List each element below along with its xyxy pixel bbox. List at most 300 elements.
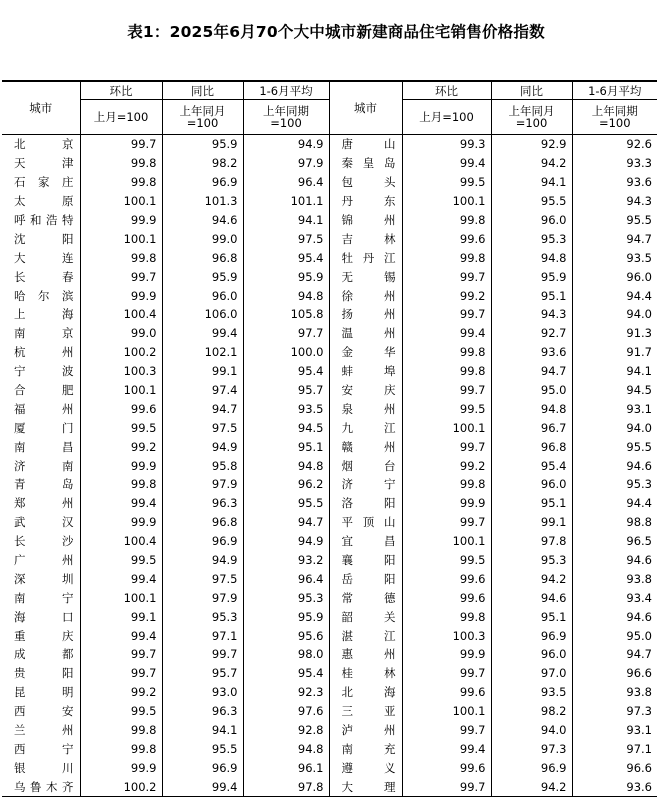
city-name-left: 乌鲁木齐 — [2, 777, 80, 796]
mom-value-left: 99.4 — [80, 626, 162, 645]
yoy-value-right: 95.9 — [491, 267, 572, 286]
yoy-base-left — [162, 100, 243, 135]
city-name-right: 烟台 — [329, 456, 402, 475]
table-row — [2, 192, 657, 211]
yoy-value-left: 98.2 — [162, 154, 243, 173]
mom-value-right: 99.2 — [402, 286, 491, 305]
avg-value-right: 93.1 — [572, 399, 657, 418]
mom-value-right: 99.9 — [402, 494, 491, 513]
city-name-left: 海口 — [14, 609, 74, 624]
avg-value-right: 93.3 — [572, 154, 657, 173]
city-name-right: 大理 — [329, 777, 402, 796]
avg-value-right: 93.1 — [572, 721, 657, 740]
city-name-right: 洛阳 — [329, 494, 402, 513]
yoy-value-right: 96.0 — [491, 475, 572, 494]
yoy-value-left: 99.7 — [162, 645, 243, 664]
table-row — [2, 456, 657, 475]
mom-value-left: 99.8 — [80, 173, 162, 192]
avg-value-left: 94.9 — [243, 532, 329, 551]
avg-value-right: 95.0 — [572, 626, 657, 645]
city-name-left: 南昌 — [14, 439, 74, 454]
table-row — [2, 229, 657, 248]
avg-header-right: 1-6月平均 — [572, 81, 657, 100]
city-name-right: 岳阳 — [329, 569, 402, 588]
mom-value-right: 99.7 — [402, 777, 491, 796]
avg-value-left: 95.4 — [243, 664, 329, 683]
city-name-right: 韶关 — [329, 607, 402, 626]
avg-value-left: 92.8 — [243, 721, 329, 740]
avg-value-right: 94.6 — [572, 607, 657, 626]
yoy-value-right: 96.8 — [491, 437, 572, 456]
avg-value-left: 97.5 — [243, 229, 329, 248]
city-name-right: 温州 — [329, 324, 402, 343]
mom-value-left: 99.1 — [80, 607, 162, 626]
yoy-value-left: 95.5 — [162, 740, 243, 759]
mom-value-left: 99.0 — [80, 324, 162, 343]
mom-value-left: 99.4 — [80, 569, 162, 588]
yoy-value-right: 95.0 — [491, 381, 572, 400]
mom-value-right: 99.6 — [402, 588, 491, 607]
city-name-right: 九江 — [329, 418, 402, 437]
mom-value-right: 100.1 — [402, 532, 491, 551]
mom-value-left: 100.4 — [80, 532, 162, 551]
mom-value-right: 100.3 — [402, 626, 491, 645]
city-name-right: 桂林 — [329, 664, 402, 683]
avg-value-right: 93.8 — [572, 569, 657, 588]
mom-value-left: 99.4 — [80, 494, 162, 513]
table-row — [2, 664, 657, 683]
yoy-value-right: 94.0 — [491, 721, 572, 740]
mom-value-left: 99.8 — [80, 721, 162, 740]
mom-value-left: 99.5 — [80, 551, 162, 570]
city-name-left: 济南 — [14, 458, 74, 473]
city-name-left: 青岛 — [14, 477, 74, 492]
city-name-left: 福州 — [14, 401, 74, 416]
yoy-value-right: 95.1 — [491, 494, 572, 513]
city-name-right: 惠州 — [329, 645, 402, 664]
yoy-value-right: 96.9 — [491, 626, 572, 645]
avg-value-right: 95.5 — [572, 437, 657, 456]
mom-value-left: 99.5 — [80, 418, 162, 437]
avg-value-left: 94.5 — [243, 418, 329, 437]
city-name-right: 徐州 — [329, 286, 402, 305]
city-name-right: 扬州 — [329, 305, 402, 324]
city-name-left: 沈阳 — [14, 231, 74, 246]
mom-base-right: 上月=100 — [402, 100, 491, 135]
table-row — [2, 248, 657, 267]
mom-value-right: 99.9 — [402, 645, 491, 664]
avg-base-right — [572, 100, 657, 135]
yoy-base-left-line1: 上年同月 — [179, 104, 226, 118]
mom-value-left: 99.9 — [80, 211, 162, 230]
yoy-value-left: 102.1 — [162, 343, 243, 362]
yoy-value-left: 97.4 — [162, 381, 243, 400]
mom-value-right: 99.8 — [402, 607, 491, 626]
yoy-value-right: 95.1 — [491, 607, 572, 626]
table-row — [2, 607, 657, 626]
city-name-left: 西宁 — [14, 741, 74, 756]
table-row — [2, 721, 657, 740]
yoy-value-left: 94.7 — [162, 399, 243, 418]
yoy-value-left: 95.9 — [162, 135, 243, 154]
city-name-left: 大连 — [14, 250, 74, 265]
avg-value-left: 94.8 — [243, 456, 329, 475]
yoy-value-left: 94.1 — [162, 721, 243, 740]
city-name-right: 丹东 — [329, 192, 402, 211]
city-name-right: 秦皇岛 — [329, 154, 402, 173]
mom-value-left: 99.9 — [80, 758, 162, 777]
avg-value-left: 97.9 — [243, 154, 329, 173]
mom-value-right: 99.7 — [402, 437, 491, 456]
avg-value-right: 93.5 — [572, 248, 657, 267]
table-row — [2, 588, 657, 607]
mom-value-right: 100.1 — [402, 192, 491, 211]
mom-header-right: 环比 — [402, 81, 491, 100]
avg-value-right: 94.7 — [572, 229, 657, 248]
mom-value-right: 99.5 — [402, 551, 491, 570]
avg-value-left: 95.3 — [243, 588, 329, 607]
avg-value-right: 91.7 — [572, 343, 657, 362]
yoy-value-left: 95.9 — [162, 267, 243, 286]
mom-value-right: 100.1 — [402, 702, 491, 721]
city-name-left: 合肥 — [14, 383, 74, 398]
mom-value-right: 99.4 — [402, 154, 491, 173]
city-name-left: 哈尔滨 — [14, 288, 74, 303]
city-name-right: 泸州 — [329, 721, 402, 740]
avg-value-right: 93.6 — [572, 777, 657, 796]
yoy-value-left: 97.9 — [162, 475, 243, 494]
table-row — [2, 399, 657, 418]
yoy-value-left: 101.3 — [162, 192, 243, 211]
avg-value-right: 94.3 — [572, 192, 657, 211]
yoy-value-right: 97.8 — [491, 532, 572, 551]
avg-value-right: 97.1 — [572, 740, 657, 759]
city-header-left: 城市 — [2, 81, 80, 135]
mom-value-right: 99.7 — [402, 513, 491, 532]
mom-value-left: 100.1 — [80, 381, 162, 400]
avg-value-left: 96.2 — [243, 475, 329, 494]
city-name-right: 牡丹江 — [329, 248, 402, 267]
city-name-left: 厦门 — [14, 420, 74, 435]
yoy-value-right: 94.2 — [491, 569, 572, 588]
mom-value-left: 99.9 — [80, 456, 162, 475]
city-name-right: 三亚 — [329, 702, 402, 721]
mom-value-right: 99.8 — [402, 362, 491, 381]
mom-value-right: 99.6 — [402, 229, 491, 248]
mom-value-right: 99.8 — [402, 211, 491, 230]
yoy-value-right: 94.3 — [491, 305, 572, 324]
table-title: 表1：2025年6月70个大中城市新建商品住宅销售价格指数 — [127, 23, 545, 41]
mom-value-left: 99.5 — [80, 702, 162, 721]
mom-value-right: 99.7 — [402, 664, 491, 683]
mom-value-left: 99.7 — [80, 267, 162, 286]
table-row — [2, 551, 657, 570]
city-name-right: 金华 — [329, 343, 402, 362]
table-row — [2, 532, 657, 551]
city-name-right: 泉州 — [329, 399, 402, 418]
yoy-value-left: 96.3 — [162, 494, 243, 513]
mom-value-left: 99.8 — [80, 154, 162, 173]
table-row — [2, 381, 657, 400]
avg-value-right: 97.3 — [572, 702, 657, 721]
table-row — [2, 324, 657, 343]
yoy-value-right: 94.8 — [491, 248, 572, 267]
avg-value-left: 105.8 — [243, 305, 329, 324]
avg-value-left: 97.7 — [243, 324, 329, 343]
mom-value-right: 99.7 — [402, 381, 491, 400]
mom-value-right: 99.8 — [402, 343, 491, 362]
yoy-value-left: 99.1 — [162, 362, 243, 381]
avg-value-left: 95.4 — [243, 362, 329, 381]
avg-value-left: 94.1 — [243, 211, 329, 230]
mom-value-right: 99.2 — [402, 456, 491, 475]
mom-value-right: 99.6 — [402, 683, 491, 702]
table-row — [2, 740, 657, 759]
yoy-value-left: 94.6 — [162, 211, 243, 230]
avg-value-left: 96.1 — [243, 758, 329, 777]
yoy-value-left: 94.9 — [162, 437, 243, 456]
avg-value-right: 94.6 — [572, 551, 657, 570]
city-name-left: 长沙 — [14, 534, 74, 549]
city-name-left: 成都 — [14, 647, 74, 662]
city-name-right: 平顶山 — [329, 513, 402, 532]
city-name-right: 包头 — [329, 173, 402, 192]
city-name-left: 深圳 — [14, 571, 74, 586]
mom-value-left: 100.2 — [80, 777, 162, 796]
mom-value-left: 99.8 — [80, 248, 162, 267]
city-name-right: 南充 — [329, 740, 402, 759]
yoy-value-left: 96.9 — [162, 758, 243, 777]
yoy-value-right: 96.0 — [491, 645, 572, 664]
avg-value-left: 95.9 — [243, 267, 329, 286]
yoy-value-left: 95.3 — [162, 607, 243, 626]
city-name-left: 武汉 — [14, 515, 74, 530]
mom-value-right: 100.1 — [402, 418, 491, 437]
avg-value-right: 95.5 — [572, 211, 657, 230]
mom-value-left: 99.6 — [80, 399, 162, 418]
yoy-value-right: 97.0 — [491, 664, 572, 683]
avg-value-right: 93.6 — [572, 173, 657, 192]
city-name-right: 宜昌 — [329, 532, 402, 551]
city-name-left: 郑州 — [14, 496, 74, 511]
table-row — [2, 758, 657, 777]
avg-value-left: 94.7 — [243, 513, 329, 532]
avg-value-left: 93.5 — [243, 399, 329, 418]
avg-value-left: 101.1 — [243, 192, 329, 211]
price-index-table-wrapper — [2, 80, 657, 797]
city-name-right: 唐山 — [329, 135, 402, 154]
city-name-left: 贵阳 — [14, 666, 74, 681]
city-name-left: 天津 — [14, 156, 74, 171]
mom-value-left: 100.1 — [80, 229, 162, 248]
avg-value-left: 96.4 — [243, 569, 329, 588]
yoy-value-right: 96.0 — [491, 211, 572, 230]
table-row — [2, 702, 657, 721]
avg-value-right: 94.1 — [572, 362, 657, 381]
table-row — [2, 513, 657, 532]
city-name-left: 银川 — [14, 760, 74, 775]
avg-value-right: 96.5 — [572, 532, 657, 551]
yoy-base-left-line2: =100 — [186, 116, 219, 130]
city-name-left: 呼和浩特 — [14, 213, 74, 227]
avg-value-right: 98.8 — [572, 513, 657, 532]
table-row — [2, 211, 657, 230]
mom-value-right: 99.6 — [402, 569, 491, 588]
mom-value-left: 99.8 — [80, 475, 162, 494]
table-row — [2, 173, 657, 192]
yoy-value-left: 96.3 — [162, 702, 243, 721]
yoy-value-left: 99.0 — [162, 229, 243, 248]
city-header-right: 城市 — [329, 81, 402, 135]
yoy-value-right: 94.7 — [491, 362, 572, 381]
yoy-value-right: 95.3 — [491, 551, 572, 570]
yoy-value-left: 94.9 — [162, 551, 243, 570]
avg-value-right: 94.0 — [572, 418, 657, 437]
avg-value-right: 96.0 — [572, 267, 657, 286]
city-name-left: 南宁 — [14, 590, 74, 605]
city-name-right: 湛江 — [329, 626, 402, 645]
avg-value-right: 96.6 — [572, 664, 657, 683]
table-body — [2, 135, 657, 797]
yoy-value-right: 93.6 — [491, 343, 572, 362]
city-name-left: 宁波 — [14, 364, 74, 379]
yoy-value-right: 97.3 — [491, 740, 572, 759]
city-name-left: 重庆 — [14, 628, 74, 643]
table-row — [2, 475, 657, 494]
mom-header-left: 环比 — [80, 81, 162, 100]
avg-value-left: 94.9 — [243, 135, 329, 154]
city-name-left: 上海 — [14, 307, 74, 322]
yoy-value-left: 99.4 — [162, 777, 243, 796]
avg-value-right: 94.6 — [572, 456, 657, 475]
avg-value-left: 97.8 — [243, 777, 329, 796]
yoy-base-right-line1: 上年同月 — [508, 104, 555, 118]
mom-value-left: 100.1 — [80, 192, 162, 211]
yoy-value-left: 95.7 — [162, 664, 243, 683]
yoy-value-right: 92.9 — [491, 135, 572, 154]
yoy-value-left: 96.8 — [162, 513, 243, 532]
yoy-value-left: 97.1 — [162, 626, 243, 645]
city-name-right: 遵义 — [329, 758, 402, 777]
table-row — [2, 362, 657, 381]
avg-value-left: 95.1 — [243, 437, 329, 456]
mom-value-left: 99.2 — [80, 683, 162, 702]
yoy-value-right: 94.2 — [491, 154, 572, 173]
yoy-value-right: 92.7 — [491, 324, 572, 343]
yoy-value-right: 94.6 — [491, 588, 572, 607]
avg-value-left: 98.0 — [243, 645, 329, 664]
mom-value-left: 99.9 — [80, 286, 162, 305]
mom-value-left: 99.7 — [80, 664, 162, 683]
yoy-value-left: 97.5 — [162, 418, 243, 437]
avg-value-left: 95.4 — [243, 248, 329, 267]
table-row — [2, 626, 657, 645]
mom-value-left: 100.3 — [80, 362, 162, 381]
avg-value-left: 94.8 — [243, 740, 329, 759]
yoy-value-right: 94.8 — [491, 399, 572, 418]
avg-value-left: 95.7 — [243, 381, 329, 400]
yoy-value-left: 96.9 — [162, 173, 243, 192]
mom-value-left: 100.2 — [80, 343, 162, 362]
city-name-right: 蚌埠 — [329, 362, 402, 381]
table-row — [2, 343, 657, 362]
yoy-value-left: 96.8 — [162, 248, 243, 267]
mom-value-right: 99.7 — [402, 305, 491, 324]
yoy-value-left: 96.0 — [162, 286, 243, 305]
mom-value-left: 100.4 — [80, 305, 162, 324]
table-row — [2, 267, 657, 286]
city-name-right: 赣州 — [329, 437, 402, 456]
avg-base-right-line1: 上年同期 — [591, 104, 638, 118]
city-name-left: 太原 — [14, 194, 74, 209]
yoy-base-right — [491, 100, 572, 135]
table-row — [2, 494, 657, 513]
avg-base-left — [243, 100, 329, 135]
mom-value-right: 99.8 — [402, 248, 491, 267]
yoy-header-right: 同比 — [491, 81, 572, 100]
avg-value-right: 94.5 — [572, 381, 657, 400]
mom-value-right: 99.5 — [402, 173, 491, 192]
mom-value-left: 99.8 — [80, 740, 162, 759]
city-name-right: 无锡 — [329, 267, 402, 286]
mom-value-left: 99.7 — [80, 645, 162, 664]
yoy-value-right: 95.1 — [491, 286, 572, 305]
yoy-value-left: 97.5 — [162, 569, 243, 588]
yoy-base-right-line2: =100 — [515, 116, 548, 130]
table-row — [2, 777, 657, 796]
avg-header-left: 1-6月平均 — [243, 81, 329, 100]
city-name-left: 西安 — [14, 704, 74, 719]
table-row — [2, 645, 657, 664]
avg-value-left: 94.8 — [243, 286, 329, 305]
mom-value-right: 99.7 — [402, 267, 491, 286]
city-name-left: 北京 — [14, 137, 74, 152]
mom-value-left: 100.1 — [80, 588, 162, 607]
table-row — [2, 305, 657, 324]
avg-value-right: 95.3 — [572, 475, 657, 494]
mom-value-right: 99.7 — [402, 721, 491, 740]
yoy-value-right: 96.9 — [491, 758, 572, 777]
city-name-left: 广州 — [14, 553, 74, 568]
yoy-value-left: 99.4 — [162, 324, 243, 343]
yoy-value-right: 95.4 — [491, 456, 572, 475]
mom-value-left: 99.7 — [80, 135, 162, 154]
city-name-right: 襄阳 — [329, 551, 402, 570]
yoy-value-right: 99.1 — [491, 513, 572, 532]
avg-base-left-line1: 上年同期 — [263, 104, 309, 118]
table-row — [2, 418, 657, 437]
yoy-value-left: 106.0 — [162, 305, 243, 324]
table-row — [2, 683, 657, 702]
avg-value-left: 93.2 — [243, 551, 329, 570]
price-index-table — [2, 80, 657, 797]
avg-value-left: 95.6 — [243, 626, 329, 645]
yoy-value-left: 95.8 — [162, 456, 243, 475]
yoy-value-left: 96.9 — [162, 532, 243, 551]
avg-value-right: 91.3 — [572, 324, 657, 343]
table-row — [2, 154, 657, 173]
city-name-left: 长春 — [14, 269, 74, 284]
city-name-left: 兰州 — [14, 723, 74, 738]
avg-value-left: 95.9 — [243, 607, 329, 626]
mom-value-right: 99.4 — [402, 740, 491, 759]
avg-value-right: 96.6 — [572, 758, 657, 777]
avg-value-right: 94.4 — [572, 494, 657, 513]
mom-value-right: 99.6 — [402, 758, 491, 777]
avg-value-left: 100.0 — [243, 343, 329, 362]
yoy-value-right: 98.2 — [491, 702, 572, 721]
table-header — [2, 81, 657, 135]
